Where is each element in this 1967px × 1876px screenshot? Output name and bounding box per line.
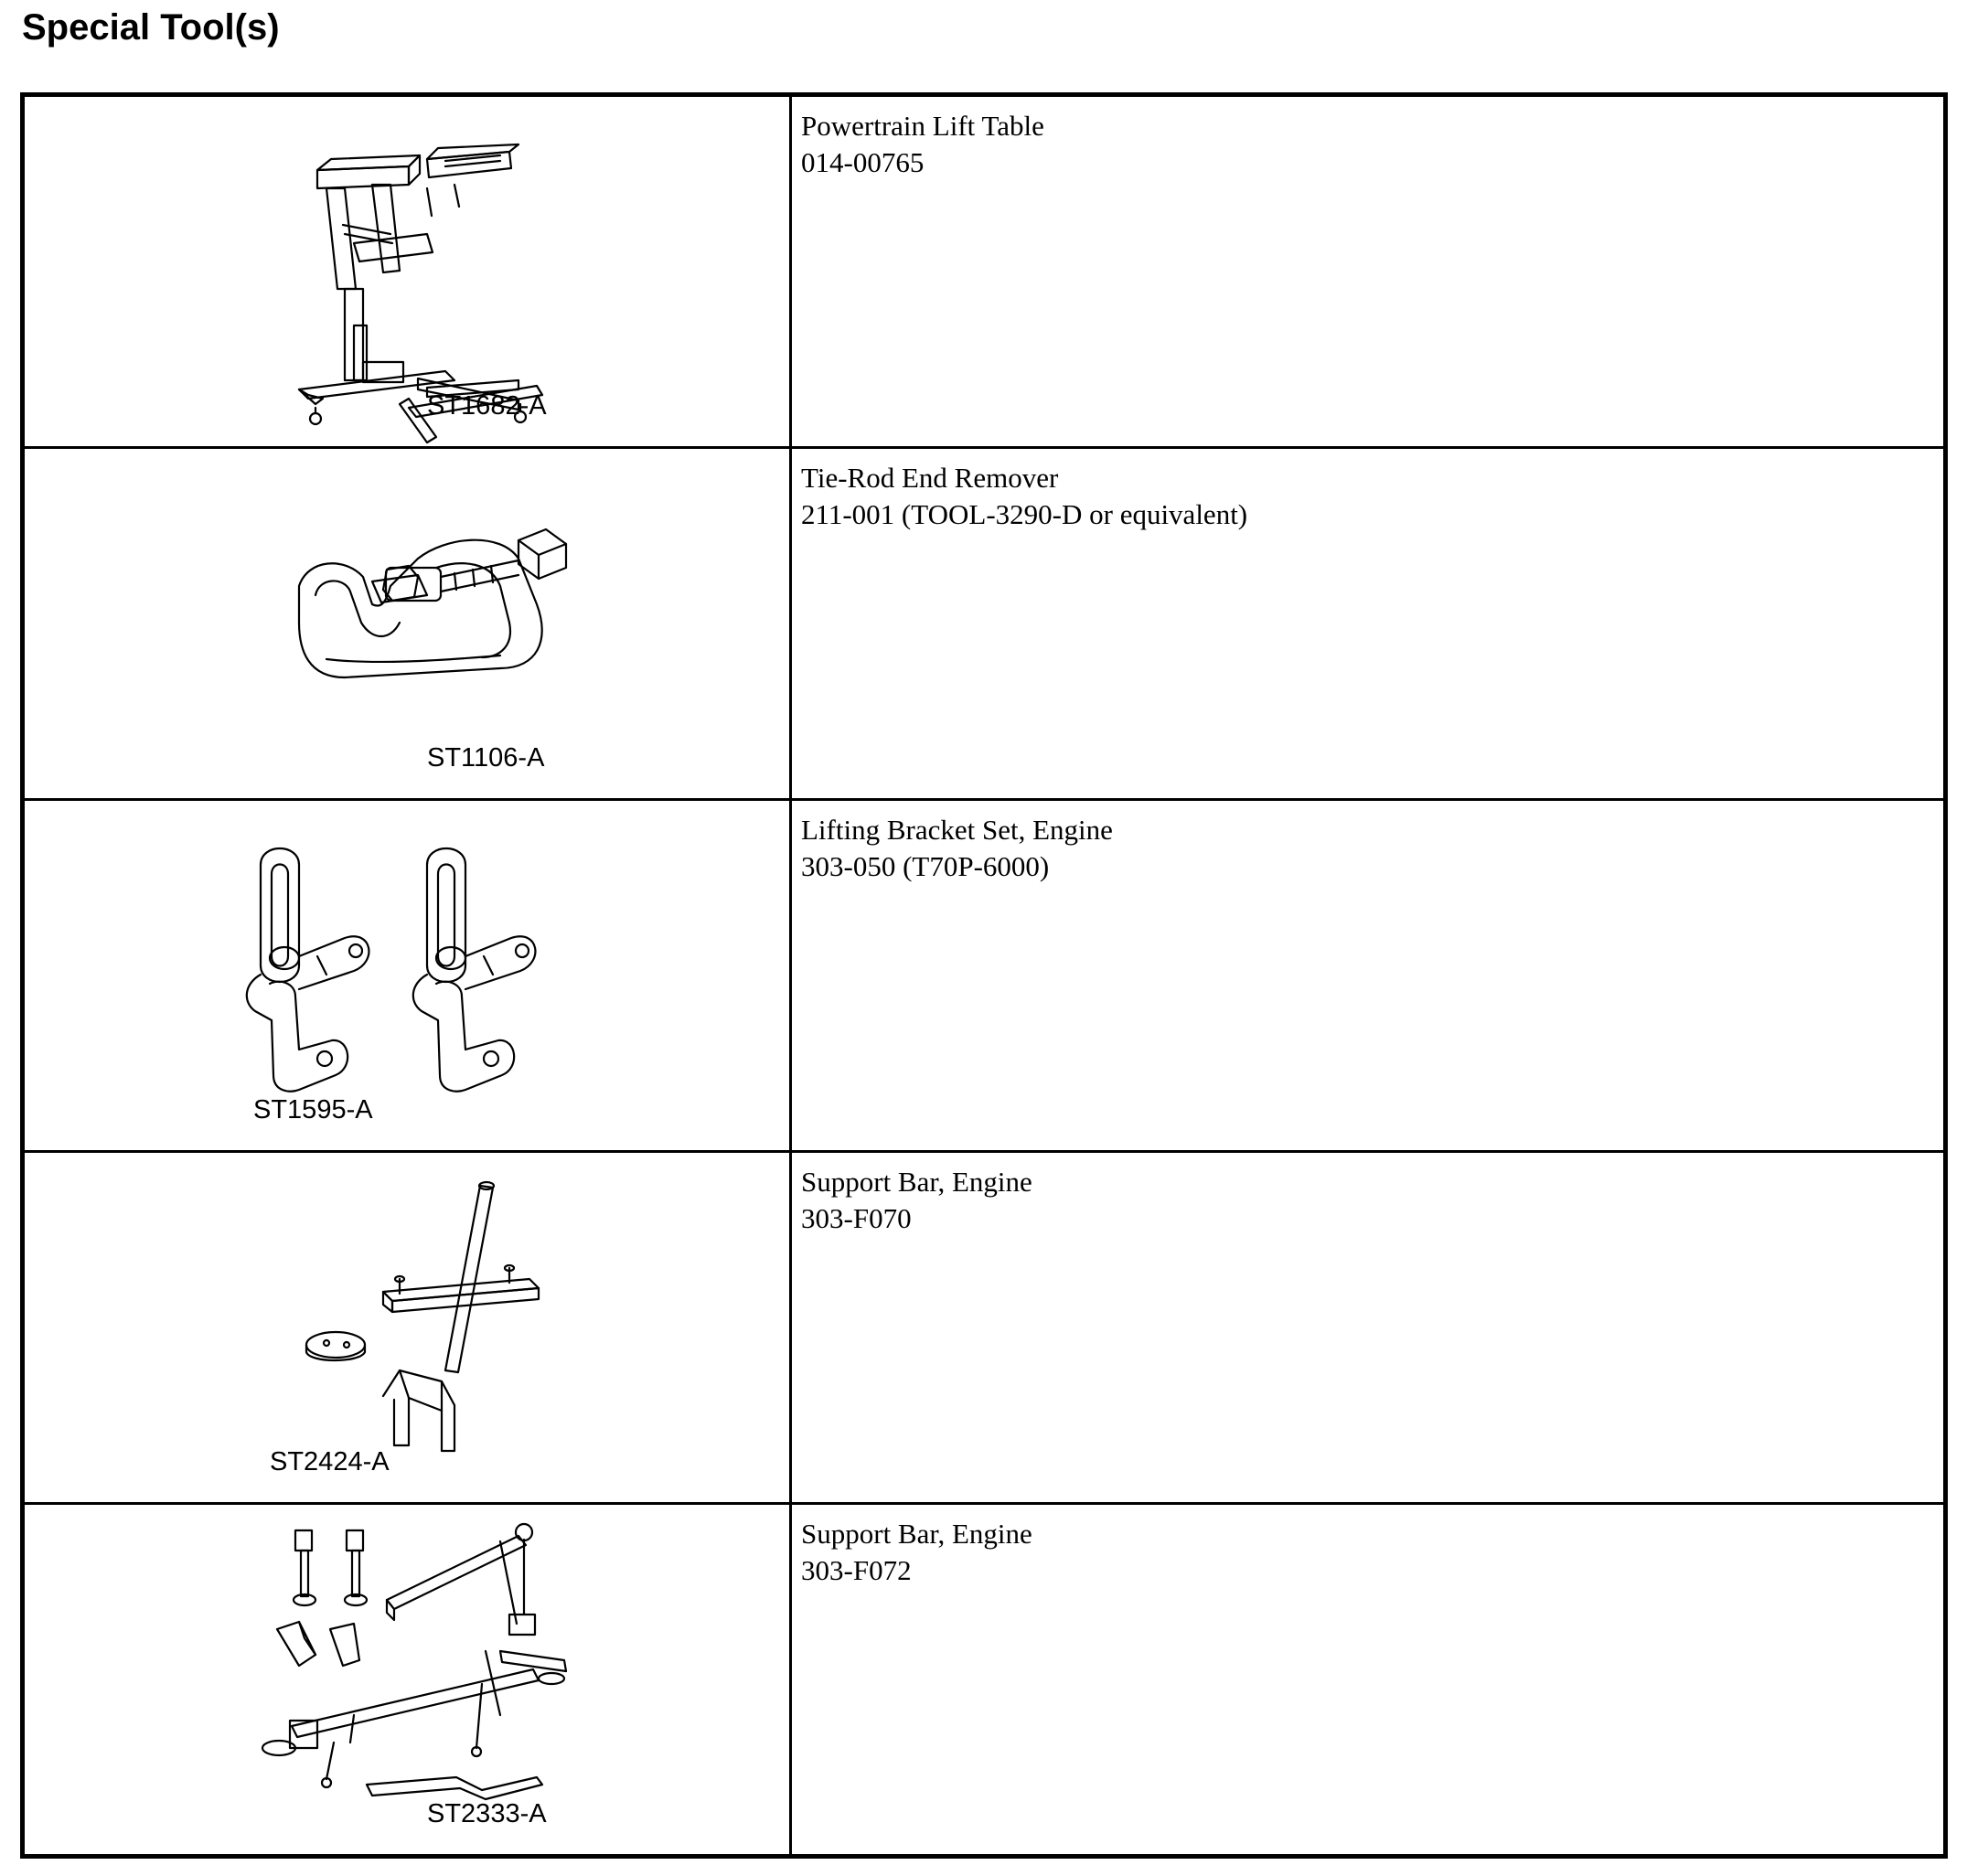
tool-number: 303-050 (T70P-6000): [801, 850, 1050, 882]
tool-image-cell: [23, 448, 791, 800]
tool-code-label: ST1682-A: [427, 391, 547, 421]
tool-code-label: ST1595-A: [253, 1095, 373, 1125]
tool-description-cell: [791, 1504, 1946, 1857]
table-row: [23, 95, 1946, 448]
table-row: [23, 800, 1946, 1152]
tool-code-label: ST1106-A: [427, 743, 545, 773]
tool-number: 014-00765: [801, 146, 925, 178]
tool-image-cell: [23, 95, 791, 448]
lifting-bracket-set-icon: [25, 801, 789, 1150]
tool-number: 303-F072: [801, 1554, 912, 1586]
tool-name: Tie-Rod End Remover: [801, 462, 1059, 494]
tool-description-cell: [791, 1152, 1946, 1504]
page-title: Special Tool(s): [22, 7, 280, 48]
engine-support-bar-kit-icon: [25, 1505, 789, 1854]
tool-image-cell: [23, 1504, 791, 1857]
tool-name: Support Bar, Engine: [801, 1166, 1032, 1198]
tool-image-cell: [23, 800, 791, 1152]
engine-support-bar-icon: [25, 1153, 789, 1502]
tool-name: Support Bar, Engine: [801, 1518, 1032, 1550]
special-tools-table: [20, 92, 1948, 1859]
tool-description-cell: [791, 448, 1946, 800]
table-row: [23, 1504, 1946, 1857]
tool-description-cell: [791, 95, 1946, 448]
tool-number: 211-001 (TOOL-3290-D or equivalent): [801, 498, 1248, 530]
tool-description-cell: [791, 800, 1946, 1152]
tool-code-label: ST2424-A: [270, 1447, 390, 1476]
tool-image-cell: [23, 1152, 791, 1504]
tool-name: Powertrain Lift Table: [801, 110, 1044, 142]
table-row: [23, 448, 1946, 800]
tool-name: Lifting Bracket Set, Engine: [801, 814, 1113, 846]
tie-rod-end-remover-icon: [25, 449, 789, 798]
tool-code-label: ST2333-A: [427, 1799, 547, 1828]
table-row: [23, 1152, 1946, 1504]
powertrain-lift-table-icon: [25, 97, 789, 446]
tool-number: 303-F070: [801, 1202, 912, 1234]
